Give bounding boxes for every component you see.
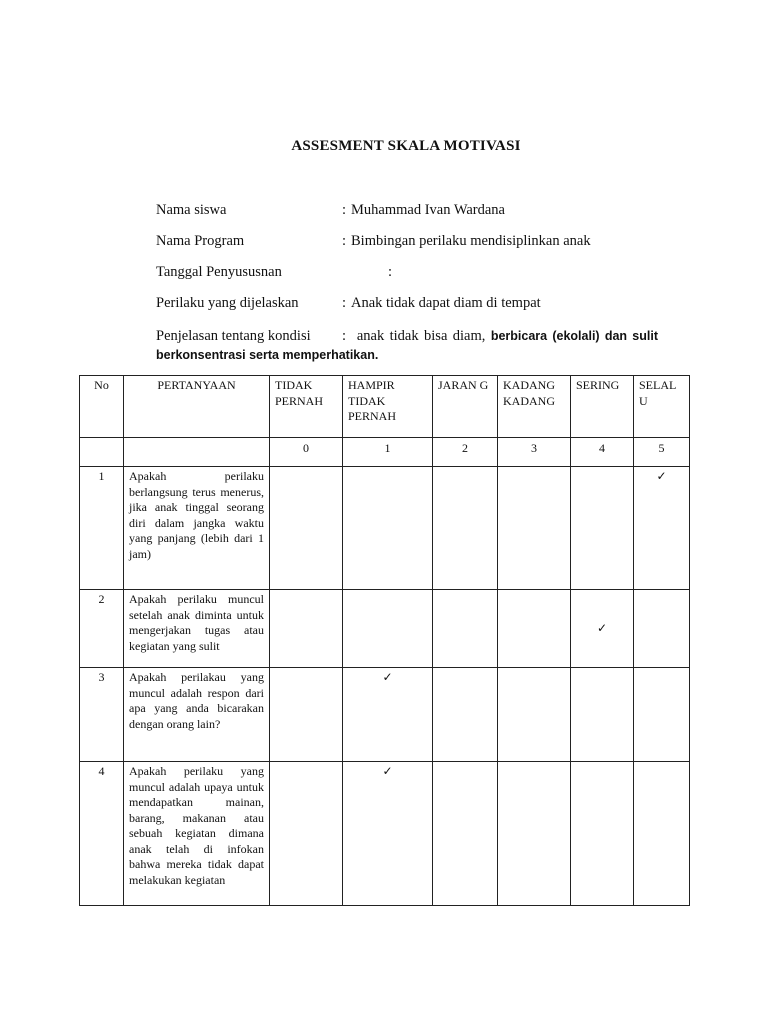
header-row — [80, 376, 690, 438]
question-number: 2 — [80, 590, 124, 668]
question-row — [80, 762, 690, 906]
header-tidak-pernah: TIDAK PERNAH — [270, 376, 343, 438]
answer-cell[interactable] — [498, 590, 571, 668]
header-selalu: SELAL U — [634, 376, 690, 438]
check-mark-icon: ✓ — [656, 469, 667, 483]
answer-cell[interactable] — [634, 467, 690, 590]
answer-cell[interactable] — [634, 668, 690, 762]
score-row — [80, 438, 690, 467]
header-pertanyaan: PERTANYAAN — [124, 376, 270, 438]
check-mark-icon: ✓ — [382, 670, 393, 684]
info-nama-siswa-colon: : — [342, 202, 347, 218]
answer-cell[interactable] — [498, 762, 571, 906]
question-text: Apakah perilaku muncul setelah anak diminta untuk mengerjakan tugas atau kegiatan yang sulit — [124, 590, 270, 668]
question-row — [80, 668, 690, 762]
header-jarang: JARAN G — [433, 376, 498, 438]
answer-cell[interactable] — [634, 590, 690, 668]
info-tanggal-colon: : — [388, 264, 393, 280]
info-kondisi-label: Penjelasan tentang kondisi — [156, 328, 311, 344]
question-row — [80, 467, 690, 590]
answer-cell[interactable] — [571, 668, 634, 762]
answer-cell[interactable] — [270, 762, 343, 906]
info-perilaku-label: Perilaku yang dijelaskan — [156, 295, 299, 311]
answer-cell[interactable] — [498, 467, 571, 590]
answer-cell[interactable] — [571, 590, 634, 668]
info-nama-siswa-label: Nama siswa — [156, 202, 227, 218]
score-3: 3 — [498, 438, 571, 467]
header-no: No — [80, 376, 124, 438]
info-kondisi-continuation: berkonsentrasi serta memperhatikan. — [156, 348, 379, 362]
answer-cell[interactable] — [571, 467, 634, 590]
assessment-table — [79, 375, 690, 906]
info-perilaku-value: Anak tidak dapat diam di tempat — [351, 295, 541, 311]
document-title: ASSESMENT SKALA MOTIVASI — [291, 138, 521, 154]
check-mark-icon: ✓ — [596, 620, 608, 635]
check-mark-icon: ✓ — [382, 764, 393, 778]
header-kadang-kadang: KADANG KADANG — [498, 376, 571, 438]
question-text: Apakah perilakau yang muncul adalah respon dari apa yang anda bicarakan dengan orang lain? — [124, 668, 270, 762]
answer-cell[interactable] — [343, 590, 433, 668]
score-cell-empty-no — [80, 438, 124, 467]
question-number: 1 — [80, 467, 124, 590]
question-row — [80, 590, 690, 668]
answer-cell[interactable] — [634, 762, 690, 906]
score-2: 2 — [433, 438, 498, 467]
answer-cell[interactable] — [343, 668, 433, 762]
info-kondisi-value-plain: anak tidak bisa diam, — [356, 328, 486, 344]
header-sering: SERING — [571, 376, 634, 438]
score-5: 5 — [634, 438, 690, 467]
score-0: 0 — [270, 438, 343, 467]
question-number: 3 — [80, 668, 124, 762]
answer-cell[interactable] — [433, 762, 498, 906]
answer-cell[interactable] — [433, 590, 498, 668]
answer-cell[interactable] — [343, 762, 433, 906]
score-1: 1 — [343, 438, 433, 467]
question-text: Apakah perilaku berlangsung terus menerus, jika anak tinggal seorang diri dalam jangka waktu yang panjang (lebih dari 1 jam) — [124, 467, 270, 590]
info-nama-program-colon: : — [342, 233, 347, 249]
header-hampir-tidak-pernah: HAMPIR TIDAK PERNAH — [343, 376, 433, 438]
answer-cell[interactable] — [270, 467, 343, 590]
answer-cell[interactable] — [270, 590, 343, 668]
answer-cell[interactable] — [571, 762, 634, 906]
score-4: 4 — [571, 438, 634, 467]
question-number: 4 — [80, 762, 124, 906]
info-kondisi-value-bold: berbicara (ekolali) dan sulit — [490, 329, 659, 343]
answer-cell[interactable] — [433, 668, 498, 762]
info-perilaku-colon: : — [342, 295, 347, 311]
info-kondisi-value — [342, 326, 658, 346]
info-kondisi-colon: : — [342, 328, 347, 344]
info-nama-program-label: Nama Program — [156, 233, 245, 249]
answer-cell[interactable] — [343, 467, 433, 590]
question-text: Apakah perilaku yang muncul adalah upaya untuk mendapatkan mainan, barang, makanan atau sebuah kegiatan dimana anak telah di infokan bahwa mereka tidak dapat melakukan kegiatan — [124, 762, 270, 906]
answer-cell[interactable] — [433, 467, 498, 590]
info-tanggal-label: Tanggal Penyususnan — [156, 264, 282, 280]
answer-cell[interactable] — [498, 668, 571, 762]
score-cell-empty-question — [124, 438, 270, 467]
answer-cell[interactable] — [270, 668, 343, 762]
info-nama-siswa-value: Muhammad Ivan Wardana — [351, 202, 505, 218]
info-nama-program-value: Bimbingan perilaku mendisiplinkan anak — [351, 233, 591, 249]
